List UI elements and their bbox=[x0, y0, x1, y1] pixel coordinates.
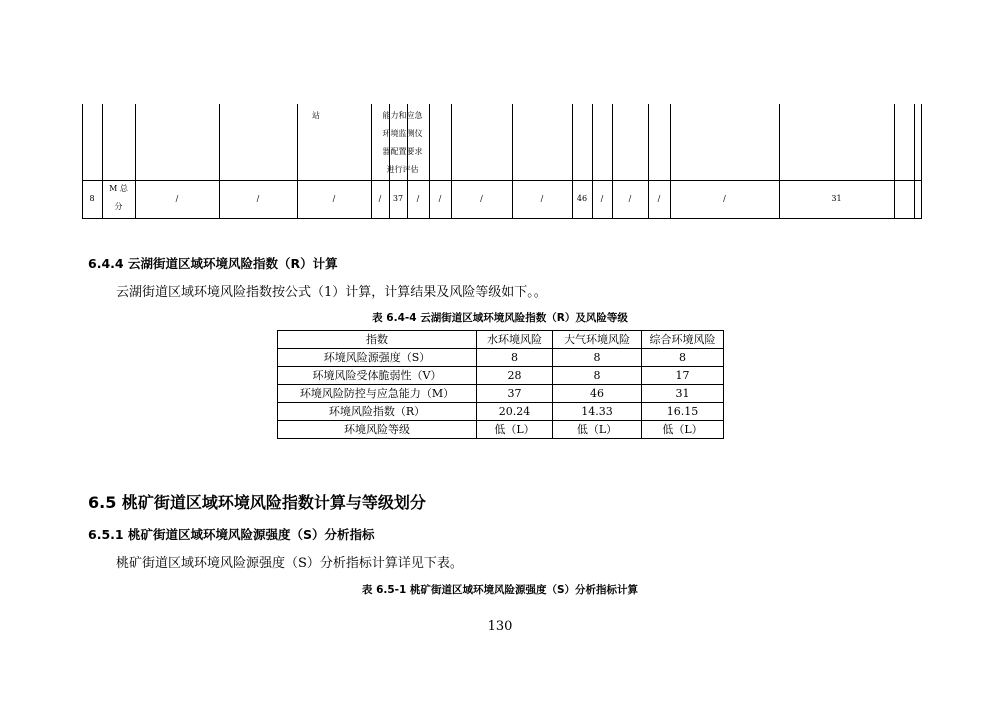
table-cell: 8 bbox=[553, 349, 642, 367]
table-header-cell: 指数 bbox=[278, 331, 477, 349]
table-caption-6-5-1: 表 6.5-1 桃矿街道区域环境风险源强度（S）分析指标计算 bbox=[361, 584, 639, 596]
table-cell-text: 站 bbox=[312, 111, 320, 120]
table-cell-value: / bbox=[540, 194, 544, 203]
table-cell: 8 bbox=[553, 367, 642, 385]
table-cell: 14.33 bbox=[553, 403, 642, 421]
table-cell-value: 37 bbox=[392, 194, 404, 203]
table-cell-value: / bbox=[175, 194, 179, 203]
table-header-cell: 大气环境风险 bbox=[553, 331, 642, 349]
table-cell: 20.24 bbox=[477, 403, 553, 421]
risk-index-table bbox=[277, 330, 724, 439]
table-cell: 环境风险等级 bbox=[278, 421, 477, 439]
table-cell: 16.15 bbox=[642, 403, 724, 421]
table-cell: 低（L） bbox=[477, 421, 553, 439]
table-row-index: 8 bbox=[89, 194, 95, 203]
section-heading-6-5-1: 6.5.1 桃矿街道区域环境风险源强度（S）分析指标 bbox=[88, 527, 375, 542]
table-cell: 31 bbox=[642, 385, 724, 403]
table-cell: 17 bbox=[642, 367, 724, 385]
table-cell: 8 bbox=[642, 349, 724, 367]
table-header-cell: 综合环境风险 bbox=[642, 331, 724, 349]
table-cell-value: / bbox=[628, 194, 632, 203]
table-row bbox=[278, 421, 724, 439]
table-cell: 46 bbox=[553, 385, 642, 403]
table-row bbox=[278, 349, 724, 367]
table-row bbox=[278, 403, 724, 421]
table-grid-line bbox=[82, 180, 922, 181]
table-cell-value: / bbox=[416, 194, 420, 203]
table-caption-6-4-4: 表 6.4-4 云湖街道区域环境风险指数（R）及风险等级 bbox=[372, 312, 628, 324]
section-heading-6-4-4: 6.4.4 云湖街道区域环境风险指数（R）计算 bbox=[88, 256, 338, 271]
table-cell-value: 31 bbox=[831, 194, 842, 203]
table-row-label: M 总 bbox=[109, 184, 128, 193]
table-grid-line bbox=[894, 104, 895, 219]
table-cell-value: / bbox=[480, 194, 483, 203]
table-cell: 低（L） bbox=[553, 421, 642, 439]
table-cell-value: / bbox=[600, 194, 604, 203]
table-cell: 环境风险受体脆弱性（V） bbox=[278, 367, 477, 385]
page-number: 130 bbox=[487, 619, 513, 634]
table-cell: 环境风险指数（R） bbox=[278, 403, 477, 421]
table-grid-line bbox=[914, 104, 915, 219]
table-cell: 低（L） bbox=[642, 421, 724, 439]
table-cell-value: 46 bbox=[576, 194, 588, 203]
continuation-table bbox=[82, 104, 922, 219]
table-cell-text: 进行评估 bbox=[386, 165, 419, 174]
table-cell: 37 bbox=[477, 385, 553, 403]
table-cell: 8 bbox=[477, 349, 553, 367]
table-cell-value: / bbox=[657, 194, 661, 203]
table-cell: 环境风险防控与应急能力（M） bbox=[278, 385, 477, 403]
table-cell-text: 环境监测仪 bbox=[382, 129, 423, 138]
table-grid-line bbox=[82, 218, 922, 219]
section-paragraph-6-5-1: 桃矿街道区域环境风险源强度（S）分析指标计算详见下表。 bbox=[116, 556, 463, 571]
table-cell-text: 能力和应急 bbox=[382, 111, 423, 120]
table-cell-value: / bbox=[723, 194, 726, 203]
table-cell-value: / bbox=[256, 194, 260, 203]
table-row-label: 分 bbox=[114, 202, 123, 211]
table-header-row bbox=[278, 331, 724, 349]
section-paragraph-6-4-4: 云湖街道区域环境风险指数按公式（1）计算，计算结果及风险等级如下。。 bbox=[116, 285, 547, 300]
section-heading-6-5: 6.5 桃矿街道区域环境风险指数计算与等级划分 bbox=[88, 493, 426, 512]
table-cell-value: / bbox=[378, 194, 382, 203]
table-row bbox=[278, 367, 724, 385]
table-cell-text: 器配置要求 bbox=[382, 147, 423, 156]
table-cell: 28 bbox=[477, 367, 553, 385]
table-cell-value: / bbox=[332, 194, 336, 203]
table-row bbox=[278, 385, 724, 403]
table-grid-line bbox=[921, 104, 922, 219]
table-cell-value: / bbox=[438, 194, 442, 203]
table-cell: 环境风险源强度（S） bbox=[278, 349, 477, 367]
table-header-cell: 水环境风险 bbox=[477, 331, 553, 349]
